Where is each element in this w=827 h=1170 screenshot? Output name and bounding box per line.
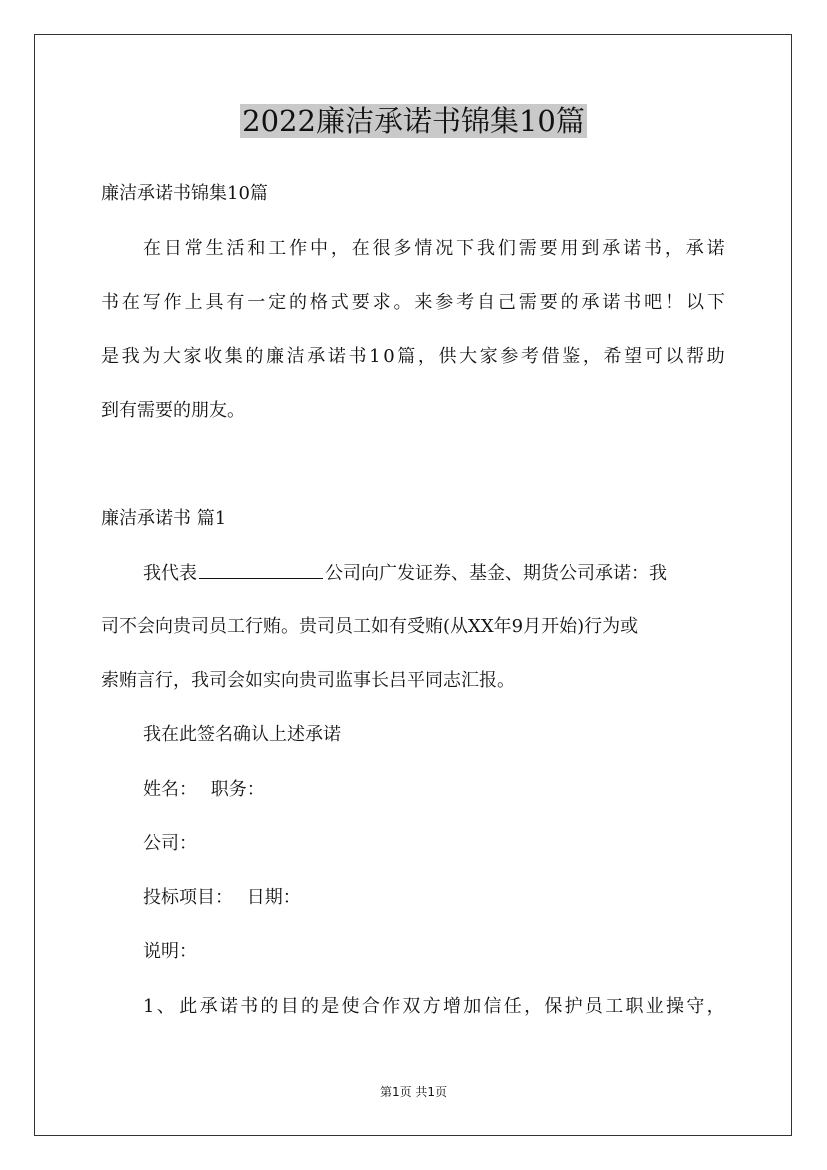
paragraph1-line-1 xyxy=(143,560,725,587)
project-date-row xyxy=(143,885,301,911)
intro-line-3: 是 我 为 大 家 收 集 的 廉 洁 承 诺 书 1 0 篇 ， 供 大 家 参 考 借 鉴 ， 希 望 可 以 帮 助 xyxy=(101,346,725,367)
confirm-text: 我在此签名确认上述承诺 xyxy=(143,724,341,745)
date-label: 日期： xyxy=(246,887,301,908)
intro-line-2: 书 在 写 作 上 具 有 一 定 的 格 式 要 求 。 来 参 考 自 己 需 要 的 承 诺 书 吧 ！ 以 下 xyxy=(101,292,725,313)
project-label: 投标项目： xyxy=(143,887,233,908)
para1-start: 我代表 xyxy=(143,563,197,584)
document-title: 2022廉洁承诺书锦集10篇 xyxy=(242,104,585,138)
document-title-wrap xyxy=(0,100,827,142)
paragraph1-line-2: 司不会向贵司员工行贿。贵司员工如有受贿(从XX年9月开始)行为或 xyxy=(101,616,639,637)
section-heading: 廉洁承诺书 篇1 xyxy=(101,508,227,529)
intro-line-4: 到有需要的朋友。 xyxy=(101,400,245,421)
position-label: 职务： xyxy=(210,779,265,800)
paragraph1-line-3: 索贿言行，我司会如实向贵司监事长吕平同志汇报。 xyxy=(101,670,515,691)
page-footer: 第1页 共1页 xyxy=(379,1085,448,1099)
para1-end: 公司向广发证券、基金、期货公司承诺：我 xyxy=(325,563,667,584)
company-label: 公司： xyxy=(143,833,197,854)
note-item-1: 1 、 此 承 诺 书 的 目 的 是 使 合 作 双 方 增 加 信 任 ， 保 护 员 工 职 业 操 守 ， xyxy=(143,996,725,1017)
subtitle: 廉洁承诺书锦集10篇 xyxy=(101,183,268,204)
blank-underline xyxy=(199,560,323,579)
note-label: 说明： xyxy=(143,941,197,962)
intro-line-1: 在 日 常 生 活 和 工 作 中 ， 在 很 多 情 况 下 我 们 需 要 用 到 承 诺 书 ， 承 诺 xyxy=(143,238,725,259)
name-position-row xyxy=(143,777,265,803)
name-label: 姓名： xyxy=(143,779,197,800)
